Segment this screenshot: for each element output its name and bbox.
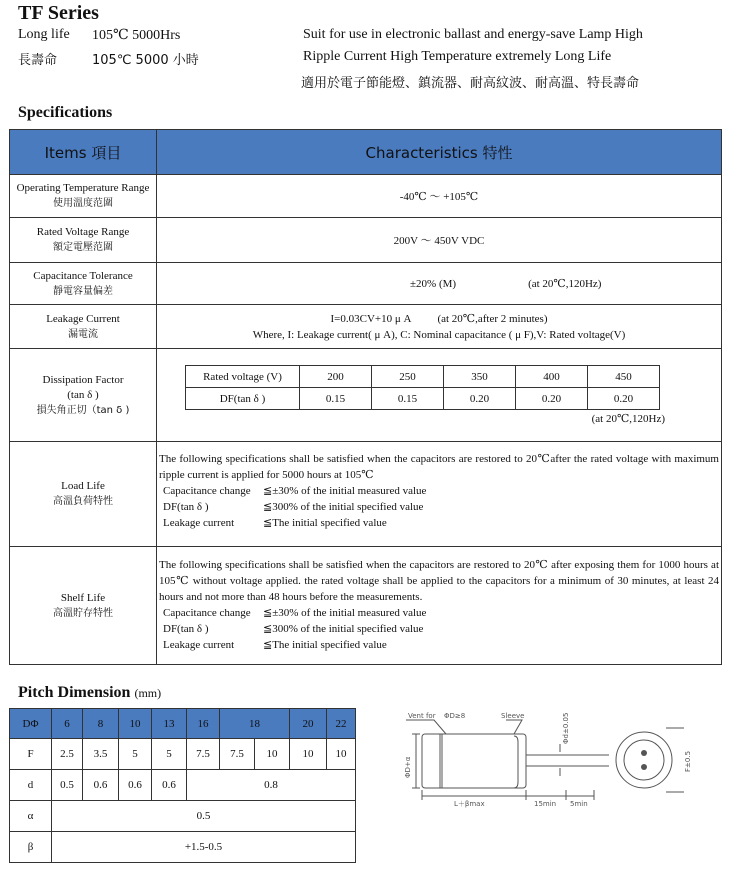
pitch-row-label: α xyxy=(10,801,52,832)
dim-L xyxy=(422,790,526,800)
pitch-header-label: DΦ xyxy=(10,709,52,739)
pitch-cell: 0.5 xyxy=(52,770,83,801)
shelf-life-item-value: ≦±30% of the initial measured value xyxy=(263,607,427,619)
df-voltage-row xyxy=(186,366,660,388)
dissipation-en-tan: (tan δ ) xyxy=(67,388,99,401)
shelf-life-text: The following specifications shall be satisfied when the capacitors are restored to 20℃ after exposing them for 1000 hours at 105℃ without voltage applied. the rated voltage shall be applied to the capacitors for a minimum of 30 minutes, at least 24 hours and not more than 48 hours before the measurements. xyxy=(159,559,719,603)
capacitor-body xyxy=(422,734,526,788)
pitch-cell: 3.5 xyxy=(83,739,119,770)
pitch-cell: 5 xyxy=(119,739,152,770)
dim-min xyxy=(526,790,594,800)
label-L: L＋βmax xyxy=(454,800,485,808)
pitch-unit: (mm) xyxy=(134,686,162,700)
dissipation-en: Dissipation Factor xyxy=(42,373,124,386)
pitch-cell: 0.5 xyxy=(52,801,356,832)
df-value-cell: 0.20 xyxy=(444,388,516,410)
cap-tol-zh: 靜電容量偏差 xyxy=(53,285,113,297)
dissipation-zh: 損失角正切（tan δ ) xyxy=(36,404,130,416)
shelf-life-item-value: ≦300% of the initial specified value xyxy=(263,623,424,635)
label-sleeve: Sleeve xyxy=(501,712,525,720)
pitch-row-d xyxy=(10,770,356,801)
row-rated-voltage xyxy=(10,218,722,263)
desc-line-1: Suit for use in electronic ballast and energy-save Lamp High xyxy=(303,27,643,42)
row-cap-tol xyxy=(10,263,722,305)
rated-voltage-value: 200V ～ 450V VDC xyxy=(157,218,722,263)
pitch-row-label: d xyxy=(10,770,52,801)
load-life-item-label: DF(tan δ ) xyxy=(163,501,209,513)
col-items-header: Items 項目 xyxy=(10,130,157,175)
leakage-en: Leakage Current xyxy=(46,312,120,325)
specifications-title: Specifications xyxy=(18,104,113,121)
end-view-pin xyxy=(641,750,647,756)
df-header-cell: 450 xyxy=(588,366,660,388)
cap-tol-cond: (at 20℃,120Hz) xyxy=(528,278,602,290)
pitch-row-label: F xyxy=(10,739,52,770)
df-cond: (at 20℃,120Hz) xyxy=(591,413,665,425)
pitch-cell: 0.8 xyxy=(187,770,356,801)
load-life-en: Load Life xyxy=(61,480,105,492)
df-header-cell: 350 xyxy=(444,366,516,388)
load-life-zh: 高溫負荷特性 xyxy=(53,496,113,507)
pitch-cell: 0.6 xyxy=(119,770,152,801)
op-temp-zh: 使用溫度范圍 xyxy=(53,198,113,209)
df-table xyxy=(185,365,660,410)
shelf-life-item-label: Capacitance change xyxy=(163,607,251,619)
pitch-header-cell: 22 xyxy=(327,709,356,739)
label-F: F±0.5 xyxy=(684,750,692,772)
df-value-cell: 0.20 xyxy=(588,388,660,410)
pitch-header-cell: 8 xyxy=(83,709,119,739)
body-end xyxy=(514,736,518,788)
col-characteristics-header: Characteristics 特性 xyxy=(157,130,722,175)
end-view-pin xyxy=(641,764,647,770)
load-life-item-label: Capacitance change xyxy=(163,485,251,497)
shelf-life-item-label: Leakage current xyxy=(163,639,235,651)
leakage-where: Where, I: Leakage current( μ A), C: Nominal capacitance ( μ F),V: Rated voltage(V) xyxy=(252,328,626,341)
dim-D xyxy=(412,734,420,788)
desc-line-3: 適用於電子節能燈、鎮流器、耐高紋波、耐高溫、特長壽命 xyxy=(301,76,640,91)
pitch-header-cell: 20 xyxy=(290,709,327,739)
pitch-header-cell: 6 xyxy=(52,709,83,739)
pitch-cell: 0.6 xyxy=(83,770,119,801)
pitch-header-cell: 13 xyxy=(152,709,187,739)
capacitor-leads xyxy=(526,755,609,766)
leader-lines xyxy=(406,720,522,734)
label-phi-d8: ΦD≥8 xyxy=(444,712,466,720)
label-vent: Vent for xyxy=(408,712,436,720)
df-header-cell: 250 xyxy=(372,366,444,388)
pitch-cell: 10 xyxy=(290,739,327,770)
op-temp-value: -40℃ ～ +105℃ xyxy=(157,175,722,218)
shelf-life-item-label: DF(tan δ ) xyxy=(163,623,209,635)
cap-tol-en: Capacitance Tolerance xyxy=(33,269,133,282)
row-shelf-life xyxy=(10,547,722,665)
load-life-item-value: ≦The initial specified value xyxy=(263,517,387,529)
body-groove xyxy=(440,734,442,788)
rated-voltage-zh: 額定電壓范圍 xyxy=(53,242,113,253)
pitch-cell: 0.6 xyxy=(152,770,187,801)
shelf-life-zh: 高溫貯存特性 xyxy=(53,607,113,619)
row-op-temp xyxy=(10,175,722,218)
label-5min: 5min xyxy=(570,800,588,808)
pitch-header-cell: 10 xyxy=(119,709,152,739)
specifications-table xyxy=(9,129,722,665)
end-view-inner xyxy=(624,740,664,780)
df-value-cell: 0.15 xyxy=(372,388,444,410)
cap-tol-value: ±20% (M) xyxy=(410,278,457,290)
df-header-cell: 200 xyxy=(300,366,372,388)
label-phi-D: ΦD+α xyxy=(404,756,412,778)
row-load-life xyxy=(10,442,722,547)
op-temp-en: Operating Temperature Range xyxy=(16,182,150,194)
load-life-item-label: Leakage current xyxy=(163,517,235,529)
shelf-life-item-value: ≦The initial specified value xyxy=(263,639,387,651)
series-title: TF Series xyxy=(18,2,99,24)
pitch-cell: 2.5 xyxy=(52,739,83,770)
df-header-label: Rated voltage (V) xyxy=(186,366,300,388)
shelf-life-en: Shelf Life xyxy=(60,591,106,604)
pitch-title xyxy=(18,684,161,702)
desc-line-2: Ripple Current High Temperature extremely Long Life xyxy=(303,49,612,64)
pitch-cell: 10 xyxy=(327,739,356,770)
pitch-row-label: β xyxy=(10,832,52,863)
leakage-zh: 漏電流 xyxy=(68,328,98,340)
pitch-row-alpha xyxy=(10,801,356,832)
df-value-label: DF(tan δ ) xyxy=(186,388,300,410)
pitch-cell: 7.5 xyxy=(220,739,255,770)
leakage-formula: I=0.03CV+10 μ A xyxy=(330,312,412,325)
pitch-cell: 7.5 xyxy=(187,739,220,770)
end-view-ext xyxy=(666,728,684,792)
row-leakage xyxy=(10,305,722,349)
life-en-spec: 105℃ 5000Hrs xyxy=(92,28,181,43)
load-life-item-value: ≦300% of the initial specified value xyxy=(263,501,424,513)
load-life-item-value: ≦±30% of the initial measured value xyxy=(263,485,427,497)
pitch-header-row xyxy=(10,709,356,739)
pitch-title-text: Pitch Dimension xyxy=(18,684,131,701)
df-header-cell: 400 xyxy=(516,366,588,388)
life-en-label: Long life xyxy=(18,27,70,42)
capacitor-dimension-drawing xyxy=(394,708,724,823)
label-15min: 15min xyxy=(534,800,557,808)
df-value-cell: 0.20 xyxy=(516,388,588,410)
life-zh-label: 長壽命 xyxy=(18,53,58,68)
pitch-header-cell: 16 xyxy=(187,709,220,739)
spec-header-row xyxy=(10,130,722,175)
row-dissipation xyxy=(10,349,722,442)
pitch-cell: +1.5-0.5 xyxy=(52,832,356,863)
pitch-cell: 5 xyxy=(152,739,187,770)
pitch-cell: 10 xyxy=(255,739,290,770)
load-life-text: The following specifications shall be satisfied when the capacitors are restored to 20℃after the rated voltage with maximum ripple current is applied for 5000 hours at 105℃ xyxy=(159,453,719,481)
pitch-row-beta xyxy=(10,832,356,863)
leakage-cond: (at 20℃,after 2 minutes) xyxy=(437,312,548,325)
df-value-cell: 0.15 xyxy=(300,388,372,410)
label-phi-d-tol: Φd±0.05 xyxy=(562,712,570,744)
pitch-row-F xyxy=(10,739,356,770)
life-zh-spec: 105℃ 5000 小時 xyxy=(92,53,199,68)
df-value-row xyxy=(186,388,660,410)
pitch-header-cell: 18 xyxy=(220,709,290,739)
rated-voltage-en: Rated Voltage Range xyxy=(36,226,130,238)
pitch-table xyxy=(9,708,356,863)
